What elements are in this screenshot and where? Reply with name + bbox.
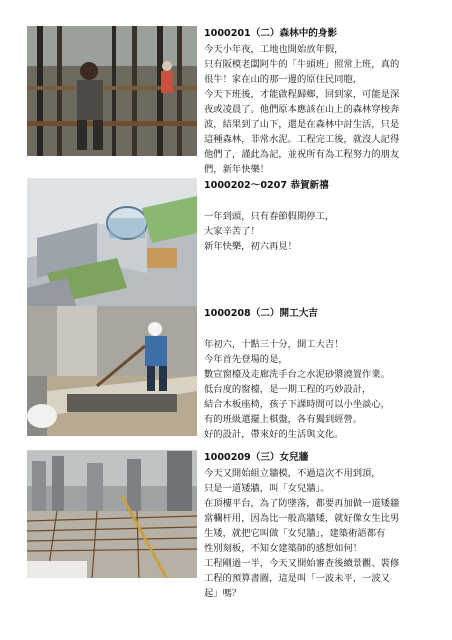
entry-line: 起」嗎？ bbox=[204, 588, 242, 599]
entry-line: 今天又開始組立牆模，不過這次不用到頂， bbox=[204, 468, 381, 479]
entry-line: 工程的預算書圖，這是叫「一波未平，一波又 bbox=[204, 573, 390, 584]
entry-text bbox=[204, 306, 434, 442]
entry-line bbox=[204, 322, 434, 337]
entry-line: 今年首先登場的是， bbox=[204, 354, 288, 365]
entry-line: 今天下班後，才能啟程歸鄉，回到家，可能是深 bbox=[204, 89, 400, 100]
entry-title: 1000201（二）森林中的身影 bbox=[204, 28, 338, 39]
entry-line: 性別刻板，不知女建築師的感想如何！ bbox=[204, 543, 363, 554]
entry-line: 今天小年夜，工地也開始放年假， bbox=[204, 44, 344, 55]
entry-line: 新年快樂，初六再見！ bbox=[204, 241, 297, 252]
entry-line: 有的班級還擺上棋盤，各有獨到經營。 bbox=[204, 414, 363, 425]
entry-title: 1000202～0207 恭賀新禧 bbox=[204, 180, 329, 191]
entry-line: 大家辛苦了！ bbox=[204, 226, 260, 237]
rooftop-rebar-site-photo bbox=[27, 450, 197, 578]
building-rendering-photo bbox=[27, 178, 197, 308]
entry-line: 波，結果到了山下，還是在森林中討生活，只是 bbox=[204, 119, 400, 130]
entry-text bbox=[204, 450, 434, 601]
entry-title: 1000209（三）女兒牆 bbox=[204, 452, 309, 463]
entry-line: 很牛！家在山的那一邊的原住民同胞， bbox=[204, 74, 363, 85]
entry-line: 工程剛過一半，今天又開始審查後續景觀、裝修 bbox=[204, 558, 400, 569]
entry-line: 年初六，十點三十分，開工大吉！ bbox=[204, 339, 344, 350]
entry-line: 生矮，就把它叫做「女兒牆」，建築術語都有 bbox=[204, 528, 386, 539]
entry-line: 數宣窗檯及走廊洗手台之水泥砂漿澆置作業。 bbox=[204, 369, 390, 380]
entry-title: 1000208（二）開工大吉 bbox=[204, 308, 318, 319]
entry-line bbox=[204, 194, 434, 209]
entry-line: 只有阪模老闆阿牛的「牛頭班」照常上班，真的 bbox=[204, 59, 400, 70]
entry-line: 夜或凌晨了。他們原本應該在山上的森林穿梭奔 bbox=[204, 104, 400, 115]
entry-text bbox=[204, 26, 434, 177]
entry-text bbox=[204, 178, 434, 254]
entry-line: 們，新年快樂！ bbox=[204, 164, 270, 175]
entry-line: 一年到頭，只有春節假期停工， bbox=[204, 211, 335, 222]
entry-line: 只是一道矮牆，叫「女兒牆」。 bbox=[204, 483, 330, 494]
entry-line: 這種森林，非常水泥。工程完工後，就沒人記得 bbox=[204, 134, 400, 145]
entry-line: 結合木板座椅，孩子下課時間可以小坐談心， bbox=[204, 399, 390, 410]
entry-line: 低台度的窗檯，是一期工程的巧妙設計， bbox=[204, 384, 372, 395]
entry-line: 在頂樓平台，為了防墜落，都要再加做一道矮牆 bbox=[204, 498, 400, 509]
worker-on-scaffolding-photo bbox=[27, 26, 197, 156]
entry-line: 當欄杆用，因為比一般高牆矮，就好像女生比男 bbox=[204, 513, 400, 524]
entry-line: 好的設計，帶來好的生活與文化。 bbox=[204, 429, 344, 440]
entry-line: 他們了，謹此為記，並祝所有為工程努力的朋友 bbox=[204, 149, 400, 160]
concrete-pouring-worker-photo bbox=[27, 306, 197, 436]
